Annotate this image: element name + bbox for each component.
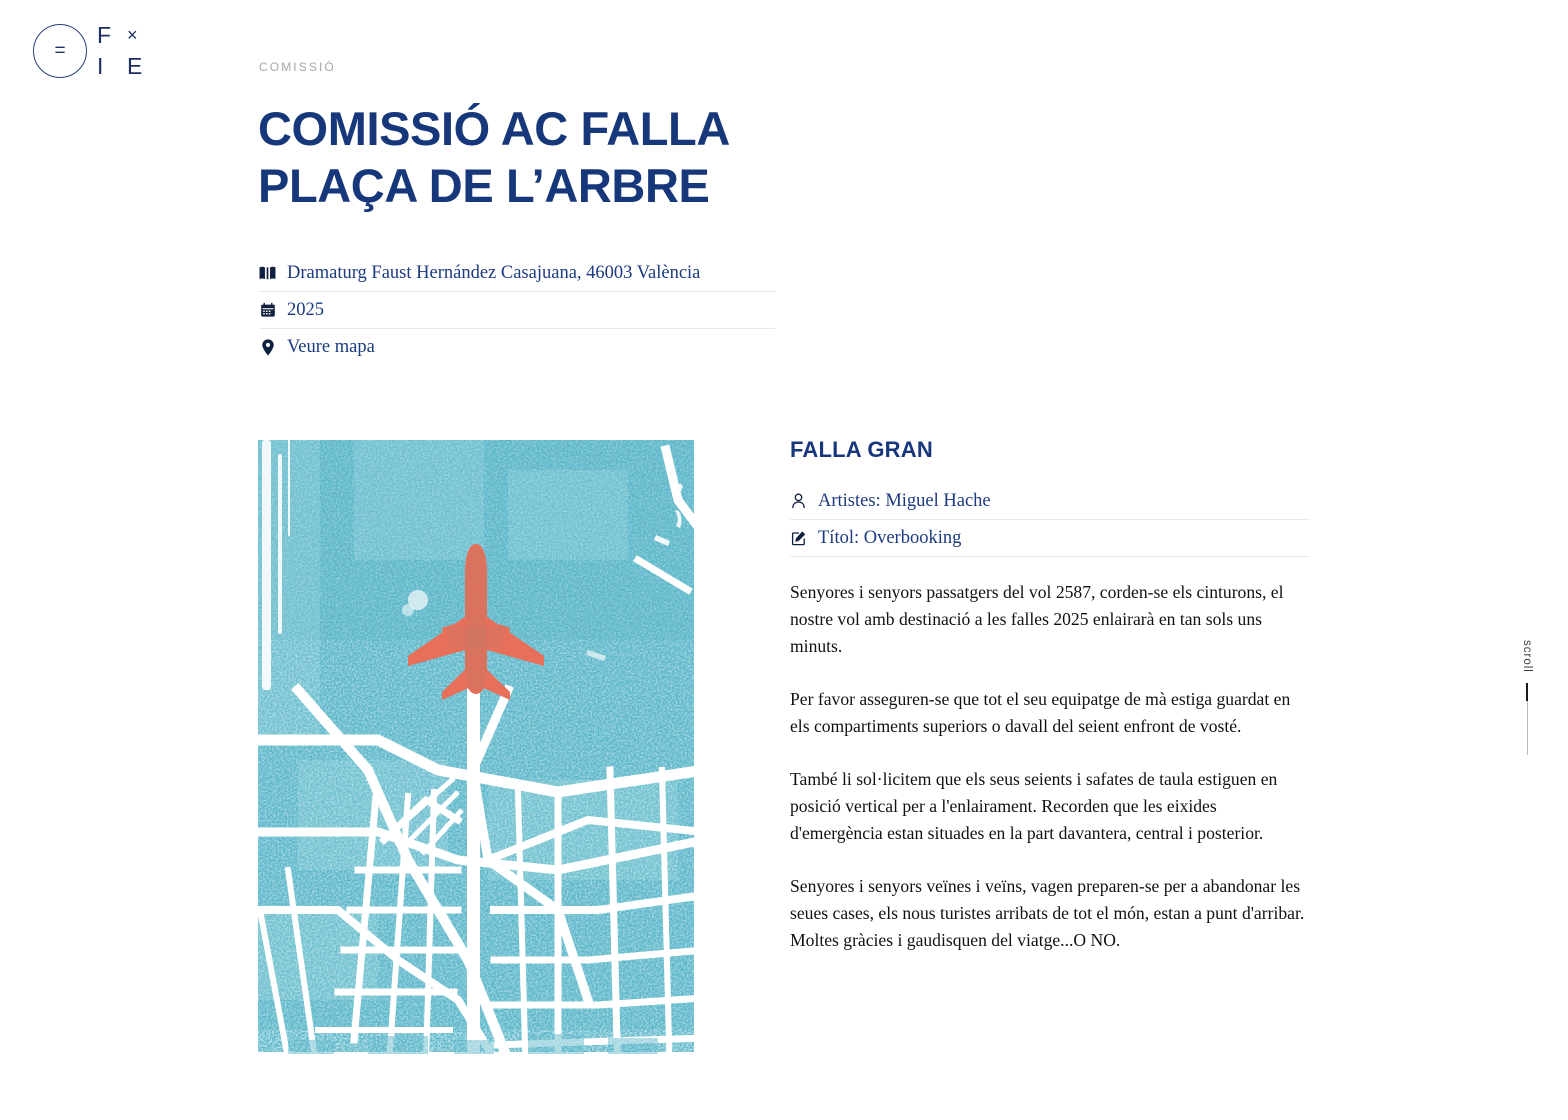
map-book-icon (259, 265, 276, 282)
scroll-indicator[interactable] (1514, 640, 1540, 775)
falla-paragraph: També li sol·licitem que els seus seients i safates de taula estiguen en posició vertical per a l'enlairament. Recorden que les eixides d'emergència estan situades en la part davantera, central i posterior. (790, 769, 1278, 843)
falla-artistes-text: Artistes: Miguel Hache (818, 490, 991, 511)
falla-row-titol (790, 520, 1310, 557)
location-pin-icon (259, 339, 276, 356)
falla-poster-image (258, 440, 694, 1080)
pencil-square-icon (790, 530, 807, 547)
logo-letter-f: F (97, 22, 112, 48)
falla-paragraph: Senyores i senyors veïnes i veïns, vagen preparen-se per a abandonar les seues cases, els nous turistes arribats de tot el món, estan a punt d'arribar. Moltes gràcies i gaudisquen del viatge...O NO. (790, 876, 1305, 950)
logo-letter-x: × (127, 25, 139, 45)
falla-paragraph: Senyores i senyors passatgers del vol 2587, corden-se els cinturons, el nostre vol amb destinació a les falles 2025 enlairarà en tan sols uns minuts. (790, 582, 1284, 656)
calendar-icon (259, 302, 276, 319)
meta-view-map-label: Veure mapa (287, 337, 375, 357)
poster-artwork (258, 440, 694, 1080)
logo-circle-icon (33, 24, 87, 78)
falla-gran-panel (790, 437, 1310, 954)
falla-description (790, 579, 1310, 954)
person-icon (790, 493, 807, 510)
meta-row-address (259, 255, 775, 292)
falla-paragraph: Per favor asseguren-se que tot el seu equipatge de mà estiga guardat en els compartiments superiors o davall del seient enfront de vosté. (790, 689, 1291, 736)
meta-year-text: 2025 (287, 299, 324, 320)
page-title: COMISSIÓ AC FALLA PLAÇA DE L’ARBRE (258, 102, 729, 212)
breadcrumb-eyebrow: COMISSIÓ (259, 60, 336, 74)
logo-letter-i: I (97, 53, 104, 79)
logo-equals-glyph: = (54, 40, 66, 62)
site-logo[interactable] (33, 20, 153, 82)
meta-address-text: Dramaturg Faust Hernández Casajuana, 46003 València (287, 262, 701, 283)
falla-titol-text: Títol: Overbooking (818, 527, 962, 548)
scroll-track[interactable] (1527, 683, 1528, 755)
falla-row-artistes (790, 483, 1310, 520)
section-title-falla-gran: FALLA GRAN (790, 437, 933, 462)
meta-list (259, 255, 775, 366)
logo-letter-e: E (127, 53, 143, 79)
logo-letters (97, 20, 155, 84)
meta-row-view-map[interactable] (259, 329, 775, 366)
meta-row-year (259, 292, 775, 329)
scroll-label: scroll (1521, 640, 1533, 673)
scroll-thumb[interactable] (1526, 683, 1528, 701)
